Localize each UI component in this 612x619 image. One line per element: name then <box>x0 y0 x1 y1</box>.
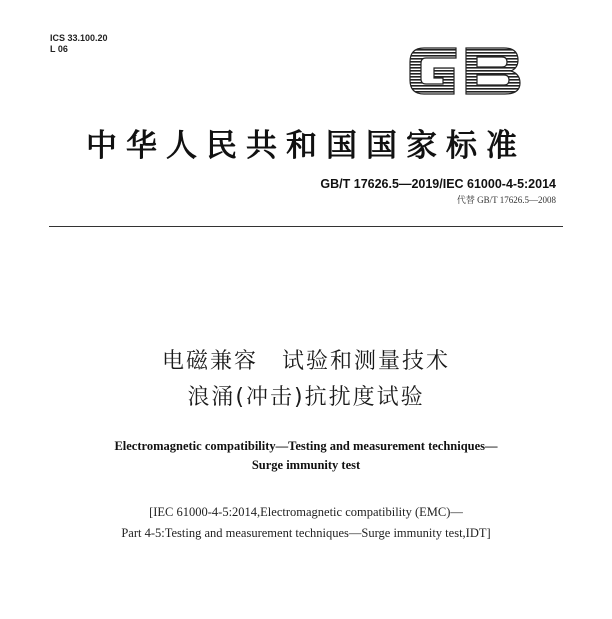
classification-codes <box>50 33 108 55</box>
header-divider <box>49 226 563 227</box>
iec-reference-line-2: Part 4-5:Testing and measurement techniques—Surge immunity test,IDT] <box>121 526 491 540</box>
ics-code: ICS 33.100.20 <box>50 33 108 43</box>
gb-logo <box>404 40 528 102</box>
national-standard-heading: 中华人民共和国国家标准 <box>86 128 526 164</box>
ccs-code: L 06 <box>50 44 68 54</box>
gb-logo-graphic <box>404 40 528 102</box>
chinese-title-line-1: 电磁兼容 试验和测量技术 <box>161 349 450 374</box>
standard-number: GB/T 17626.5—2019/IEC 61000-4-5:2014 <box>320 177 556 191</box>
chinese-title-line-2: 浪涌(冲击)抗扰度试验 <box>187 385 425 410</box>
replaces-standard: 代替 GB/T 17626.5—2008 <box>456 195 556 205</box>
english-title-line-1: Electromagnetic compatibility—Testing and measurement techniques— <box>114 439 498 453</box>
iec-reference-line-1: [IEC 61000-4-5:2014,Electromagnetic compatibility (EMC)— <box>149 505 463 519</box>
english-title-line-2: Surge immunity test <box>251 458 361 472</box>
